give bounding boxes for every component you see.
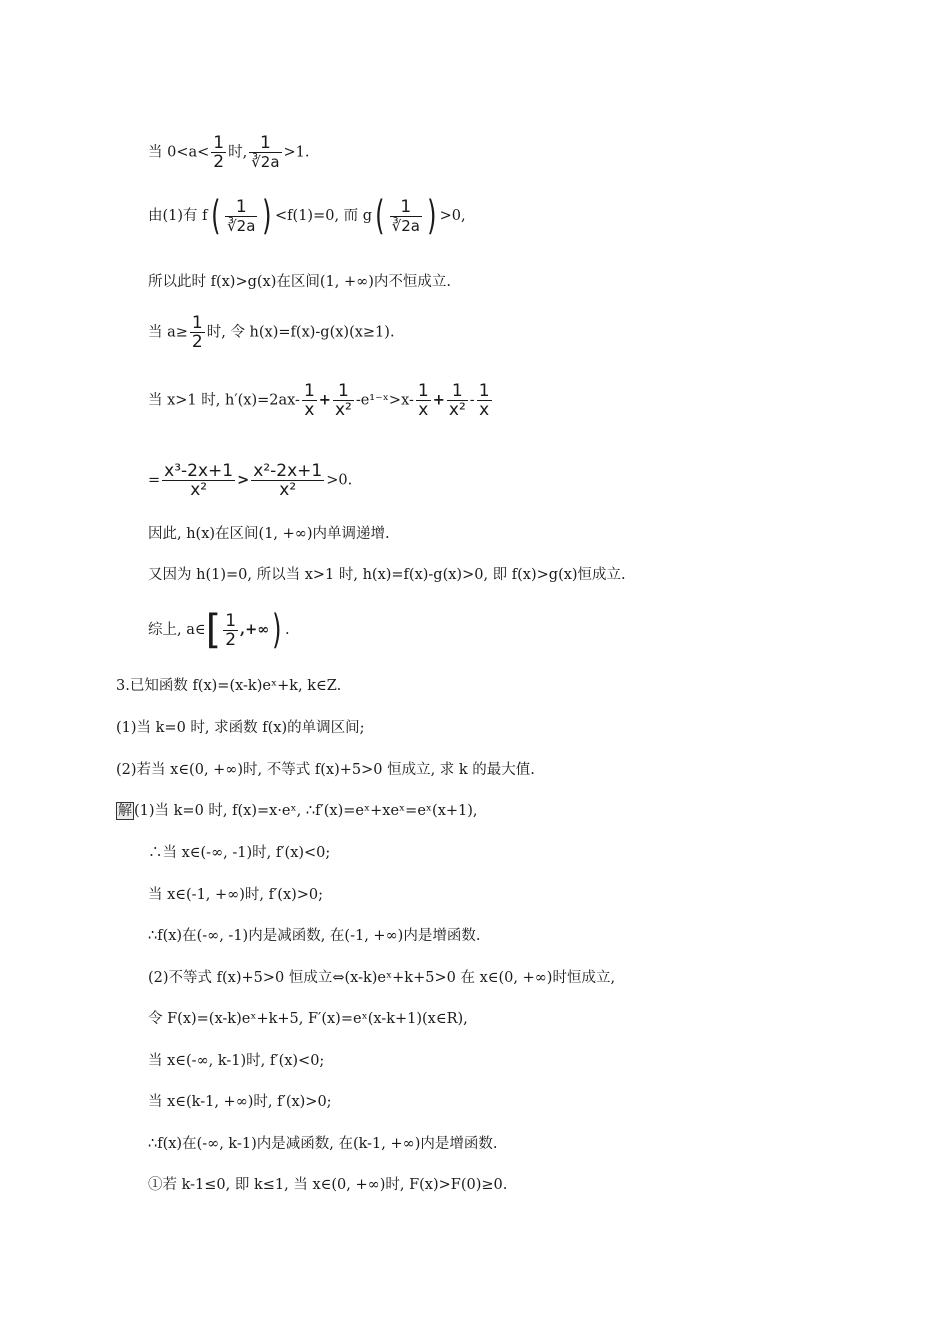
fraction bbox=[162, 462, 235, 499]
greater-sign: > bbox=[237, 471, 250, 489]
problem-3-stem: 3.已知函数 f(x)=(x-k)eˣ+k, k∈Z. bbox=[116, 678, 342, 694]
line-sol-14: ∴当 x∈(-∞, -1)时, f′(x)<0; bbox=[148, 845, 331, 861]
problem-3-part1: (1)当 k=0 时, 求函数 f(x)的单调区间; bbox=[116, 720, 365, 736]
solution-tag: 解 bbox=[118, 803, 132, 819]
numerator: 1 bbox=[191, 313, 203, 333]
denominator: x bbox=[479, 400, 490, 420]
text: <f(1)=0, 而 g bbox=[275, 208, 373, 224]
denominator: ∛2a bbox=[251, 153, 280, 171]
numerator: x²-2x+1 bbox=[253, 461, 323, 481]
line-derivative-h bbox=[148, 382, 494, 419]
fraction bbox=[211, 134, 226, 171]
denominator: ∛2a bbox=[227, 216, 256, 235]
text: >0. bbox=[326, 472, 353, 489]
line-from-part1 bbox=[148, 193, 466, 239]
text: >0, bbox=[439, 208, 466, 224]
text: = bbox=[148, 472, 161, 489]
text: 当 0<a< bbox=[148, 144, 210, 161]
line-conclusion bbox=[148, 607, 290, 653]
text: >1. bbox=[283, 144, 310, 161]
line-sol-22: ①若 k-1≤0, 即 k≤1, 当 x∈(0, +∞)时, F(x)>F(0)≥0. bbox=[148, 1177, 508, 1193]
line-sol-20: 当 x∈(k-1, +∞)时, f′(x)>0; bbox=[148, 1094, 332, 1110]
text: -e¹⁻ˣ>x- bbox=[355, 392, 414, 409]
line-simplify bbox=[148, 462, 352, 499]
text: 时, 令 h(x)=f(x)-g(x)(x≥1). bbox=[206, 324, 395, 341]
numerator: 1 bbox=[390, 198, 422, 217]
numerator: 1 bbox=[303, 381, 315, 401]
line-sol-21: ∴f(x)在(-∞, k-1)内是减函数, 在(k-1, +∞)内是增函数. bbox=[148, 1136, 498, 1152]
fraction bbox=[251, 462, 324, 499]
fraction bbox=[249, 134, 281, 171]
line-not-always-hold: 所以此时 f(x)>g(x)在区间(1, +∞)内不恒成立. bbox=[148, 274, 451, 290]
line-sol-19: 当 x∈(-∞, k-1)时, f′(x)<0; bbox=[148, 1053, 325, 1069]
fraction bbox=[333, 382, 354, 419]
numerator: x³-2x+1 bbox=[164, 461, 234, 481]
text: 由(1)有 f bbox=[148, 208, 208, 224]
problem-3-part2: (2)若当 x∈(0, +∞)时, 不等式 f(x)+5>0 恒成立, 求 k 的最大值. bbox=[116, 762, 535, 778]
numerator: 1 bbox=[417, 381, 429, 401]
plus-sign: + bbox=[318, 391, 331, 409]
plus-sign: + bbox=[432, 391, 445, 409]
numerator: 1 bbox=[225, 610, 237, 631]
right-paren: ) bbox=[262, 193, 272, 239]
numerator: 1 bbox=[478, 381, 490, 401]
denominator: x bbox=[418, 400, 429, 420]
text: (1)当 k=0 时, f(x)=x·eˣ, ∴f′(x)=eˣ+xeˣ=eˣ(x+1), bbox=[134, 803, 478, 819]
fraction bbox=[225, 198, 257, 235]
denominator: x² bbox=[279, 480, 297, 500]
denominator: x² bbox=[190, 480, 208, 500]
minus-sign: - bbox=[469, 392, 475, 409]
numerator: 1 bbox=[333, 382, 354, 401]
line-sol-16: ∴f(x)在(-∞, -1)内是减函数, 在(-1, +∞)内是增函数. bbox=[148, 928, 481, 944]
solution-part1 bbox=[116, 801, 478, 821]
fraction bbox=[223, 612, 238, 649]
numerator: 1 bbox=[225, 198, 257, 217]
line-increasing: 因此, h(x)在区间(1, +∞)内单调递增. bbox=[148, 526, 390, 542]
right-paren: ) bbox=[272, 607, 282, 653]
line-sol-15: 当 x∈(-1, +∞)时, f′(x)>0; bbox=[148, 887, 324, 903]
denominator: 2 bbox=[225, 629, 237, 650]
denominator: x² bbox=[448, 400, 466, 420]
left-paren: ( bbox=[210, 193, 221, 239]
denominator: x² bbox=[334, 400, 352, 420]
text: 当 a≥ bbox=[148, 324, 188, 341]
text: . bbox=[284, 622, 290, 638]
fraction bbox=[416, 382, 431, 419]
text: ,+∞ bbox=[240, 621, 270, 638]
numerator: 1 bbox=[213, 133, 225, 153]
denominator: 2 bbox=[191, 332, 203, 352]
fraction bbox=[190, 314, 205, 351]
denominator: 2 bbox=[213, 152, 225, 172]
fraction bbox=[477, 382, 492, 419]
line-case-a-geq-half bbox=[148, 314, 395, 351]
fraction bbox=[302, 382, 317, 419]
left-bracket: [ bbox=[205, 607, 222, 653]
denominator: ∛2a bbox=[391, 216, 420, 235]
line-case-a-less-half bbox=[148, 134, 310, 171]
right-paren: ) bbox=[427, 193, 437, 239]
line-sol-18: 令 F(x)=(x-k)eˣ+k+5, F′(x)=eˣ(x-k+1)(x∈R), bbox=[148, 1011, 468, 1027]
text: 当 x>1 时, h′(x)=2ax- bbox=[148, 392, 300, 409]
denominator: x bbox=[304, 400, 315, 420]
left-paren: ( bbox=[375, 193, 385, 239]
line-sol-17: (2)不等式 f(x)+5>0 恒成立⇔(x-k)eˣ+k+5>0 在 x∈(0, +∞)时恒成立, bbox=[148, 970, 616, 986]
line-always-hold: 又因为 h(1)=0, 所以当 x>1 时, h(x)=f(x)-g(x)>0, 即 f(x)>g(x)恒成立. bbox=[148, 567, 626, 583]
numerator: 1 bbox=[249, 134, 281, 153]
text: 时, bbox=[228, 144, 248, 161]
fraction bbox=[390, 198, 422, 235]
fraction bbox=[447, 382, 468, 419]
text: 综上, a∈ bbox=[148, 622, 206, 638]
numerator: 1 bbox=[447, 382, 468, 401]
